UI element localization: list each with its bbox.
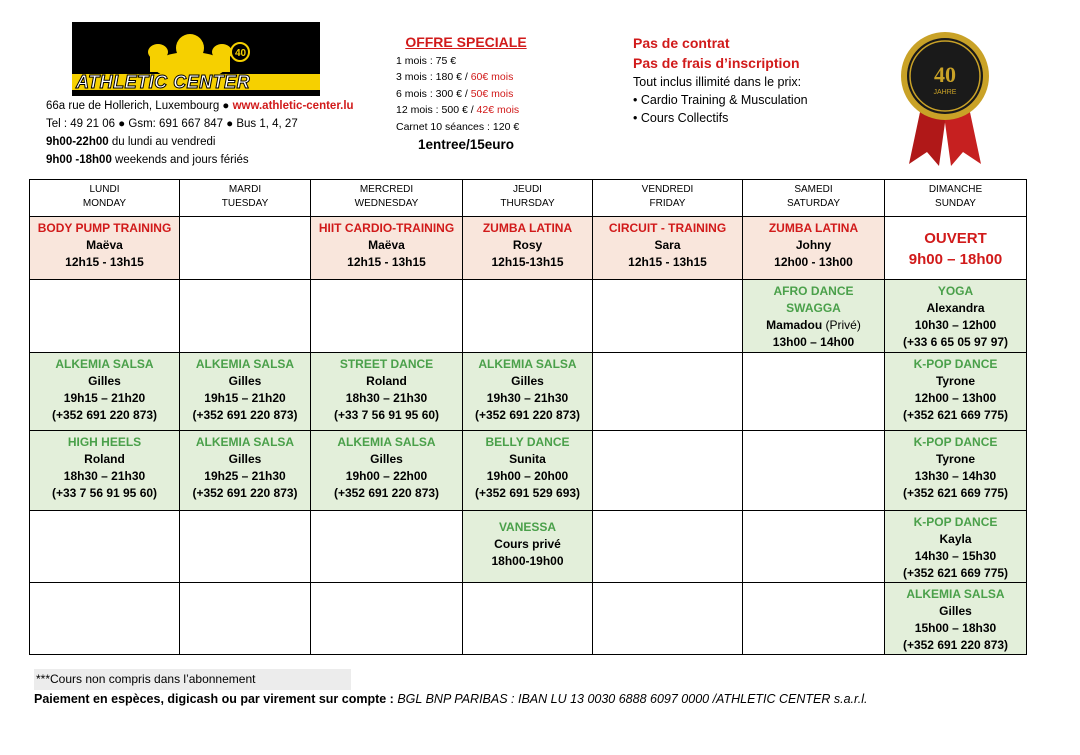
payment-info: [34, 692, 867, 706]
extra-cost-note: ***Cours non compris dans l’abonnement: [34, 669, 351, 690]
address: 66a rue de Hollerich, Luxembourg ●: [46, 100, 233, 112]
schedule-table: [29, 179, 1027, 655]
day-header-saturday: SAMEDI SATURDAY: [743, 180, 885, 217]
payment-label: Paiement en espèces, digicash ou par virement sur compte :: [34, 692, 398, 706]
empty-cell: [30, 583, 180, 655]
website-link[interactable]: www.athletic-center.lu: [232, 100, 354, 112]
offer-price: Carnet 10 séances : 120 €: [396, 120, 520, 133]
schedule-row: [30, 217, 1027, 280]
class-cell: ZUMBA LATINA Johny 12h00 - 13h00: [743, 217, 885, 280]
empty-cell: [311, 280, 463, 353]
schedule-row: [30, 511, 1027, 583]
included-item: • Cours Collectifs: [633, 111, 729, 125]
no-contract: Pas de contrat: [633, 35, 730, 51]
weekday-hours-label: du lundi au vendredi: [108, 136, 216, 148]
sunday-open-cell: OUVERT 9h00 – 18h00: [885, 217, 1027, 280]
empty-cell: [743, 511, 885, 583]
empty-cell: [180, 217, 311, 280]
included-label: Tout inclus illimité dans le prix:: [633, 75, 802, 89]
class-cell: ALKEMIA SALSA Gilles 19h15 – 21h20 (+352 691 220 873): [180, 353, 311, 431]
empty-cell: [593, 583, 743, 655]
anniversary-medal-icon: [893, 28, 997, 168]
offer-price: 3 mois : 180 € /: [396, 71, 471, 83]
bank-details: BGL BNP PARIBAS : IBAN LU 13 0030 6888 6097 0000 /ATHLETIC CENTER s.a.r.l.: [397, 692, 868, 706]
empty-cell: [593, 511, 743, 583]
schedule-row: [30, 280, 1027, 353]
offer-line: [396, 69, 536, 86]
class-cell: ALKEMIA SALSA Gilles 19h30 – 21h30 (+352 691 220 873): [463, 353, 593, 431]
class-cell: STREET DANCE Roland 18h30 – 21h30 (+33 7 56 91 95 60): [311, 353, 463, 431]
athletic-center-logo: [72, 22, 320, 96]
empty-cell: [311, 583, 463, 655]
schedule-row: [30, 353, 1027, 431]
class-cell: CIRCUIT - TRAINING Sara 12h15 - 13h15: [593, 217, 743, 280]
day-header-wednesday: MERCREDI WEDNESDAY: [311, 180, 463, 217]
offer-price: 6 mois : 300 € /: [396, 87, 471, 100]
empty-cell: [180, 511, 311, 583]
offer-line: [396, 53, 536, 70]
svg-text:40: 40: [235, 48, 247, 59]
weekend-hours: 9h00 -18h00: [46, 154, 112, 166]
day-header-monday: LUNDI MONDAY: [30, 180, 180, 217]
class-cell: K-POP DANCE Tyrone 12h00 – 13h00 (+352 621 669 775): [885, 353, 1027, 431]
membership-conditions: [633, 33, 808, 127]
offer-promo: 50€ mois: [470, 87, 514, 100]
class-cell: HIIT CARDIO-TRAINING Maëva 12h15 - 13h15: [311, 217, 463, 280]
empty-cell: [743, 353, 885, 431]
contact-info: [46, 97, 354, 169]
schedule-row: [30, 583, 1027, 655]
weekend-hours-label: weekends and jours fériés: [111, 154, 249, 166]
offer-promo: 42€ mois: [476, 104, 520, 116]
class-cell: ALKEMIA SALSA Gilles 19h00 – 22h00 (+352 691 220 873): [311, 431, 463, 511]
single-entry-price: 1entree/15euro: [417, 137, 515, 152]
offer-price: 1 mois : 75 €: [396, 54, 457, 67]
included-item: • Cardio Training & Musculation: [633, 93, 808, 107]
empty-cell: [743, 431, 885, 511]
class-cell: YOGA Alexandra 10h30 – 12h00 (+33 6 65 05 97 97): [885, 280, 1027, 353]
offer-line: [396, 102, 536, 119]
empty-cell: [743, 583, 885, 655]
offer-price: 12 mois : 500 € /: [396, 104, 477, 116]
medal-word: JAHRE: [933, 89, 957, 96]
class-cell: ZUMBA LATINA Rosy 12h15-13h15: [463, 217, 593, 280]
empty-cell: [593, 280, 743, 353]
day-header-row: [30, 180, 1027, 217]
class-cell: K-POP DANCE Kayla 14h30 – 15h30 (+352 621 669 775): [885, 511, 1027, 583]
class-cell: ALKEMIA SALSA Gilles 15h00 – 18h30 (+352 691 220 873): [885, 583, 1027, 655]
medal-number: 40: [934, 62, 956, 87]
class-cell: VANESSA Cours privé 18h00-19h00: [463, 511, 593, 583]
empty-cell: [311, 511, 463, 583]
class-cell: BELLY DANCE Sunita 19h00 – 20h00 (+352 691 529 693): [463, 431, 593, 511]
special-offer: [396, 34, 536, 154]
class-cell: ALKEMIA SALSA Gilles 19h25 – 21h30 (+352 691 220 873): [180, 431, 311, 511]
class-cell: K-POP DANCE Tyrone 13h30 – 14h30 (+352 621 669 775): [885, 431, 1027, 511]
empty-cell: [463, 583, 593, 655]
no-fees: Pas de frais d’inscription: [633, 55, 800, 71]
empty-cell: [180, 280, 311, 353]
day-header-thursday: JEUDI THURSDAY: [463, 180, 593, 217]
offer-title: OFFRE SPECIALE: [405, 34, 527, 50]
brand-name: ATHLETIC CENTER: [76, 72, 251, 92]
empty-cell: [593, 353, 743, 431]
phone-line: Tel : 49 21 06 ● Gsm: 691 667 847 ● Bus 1, 4, 27: [46, 118, 298, 130]
class-cell: BODY PUMP TRAINING Maëva 12h15 - 13h15: [30, 217, 180, 280]
schedule-row: [30, 431, 1027, 511]
offer-line: [396, 86, 536, 103]
empty-cell: [180, 583, 311, 655]
day-header-sunday: DIMANCHE SUNDAY: [885, 180, 1027, 217]
offer-promo: 60€ mois: [470, 71, 514, 83]
class-cell: ALKEMIA SALSA Gilles 19h15 – 21h20 (+352 691 220 873): [30, 353, 180, 431]
offer-line: [396, 119, 536, 136]
class-cell: AFRO DANCE SWAGGA Mamadou (Privé) 13h00 – 14h00: [743, 280, 885, 353]
weekday-hours: 9h00-22h00: [46, 136, 109, 148]
empty-cell: [30, 280, 180, 353]
empty-cell: [463, 280, 593, 353]
day-header-tuesday: MARDI TUESDAY: [180, 180, 311, 217]
class-cell: HIGH HEELS Roland 18h30 – 21h30 (+33 7 56 91 95 60): [30, 431, 180, 511]
empty-cell: [593, 431, 743, 511]
day-header-friday: VENDREDI FRIDAY: [593, 180, 743, 217]
empty-cell: [30, 511, 180, 583]
